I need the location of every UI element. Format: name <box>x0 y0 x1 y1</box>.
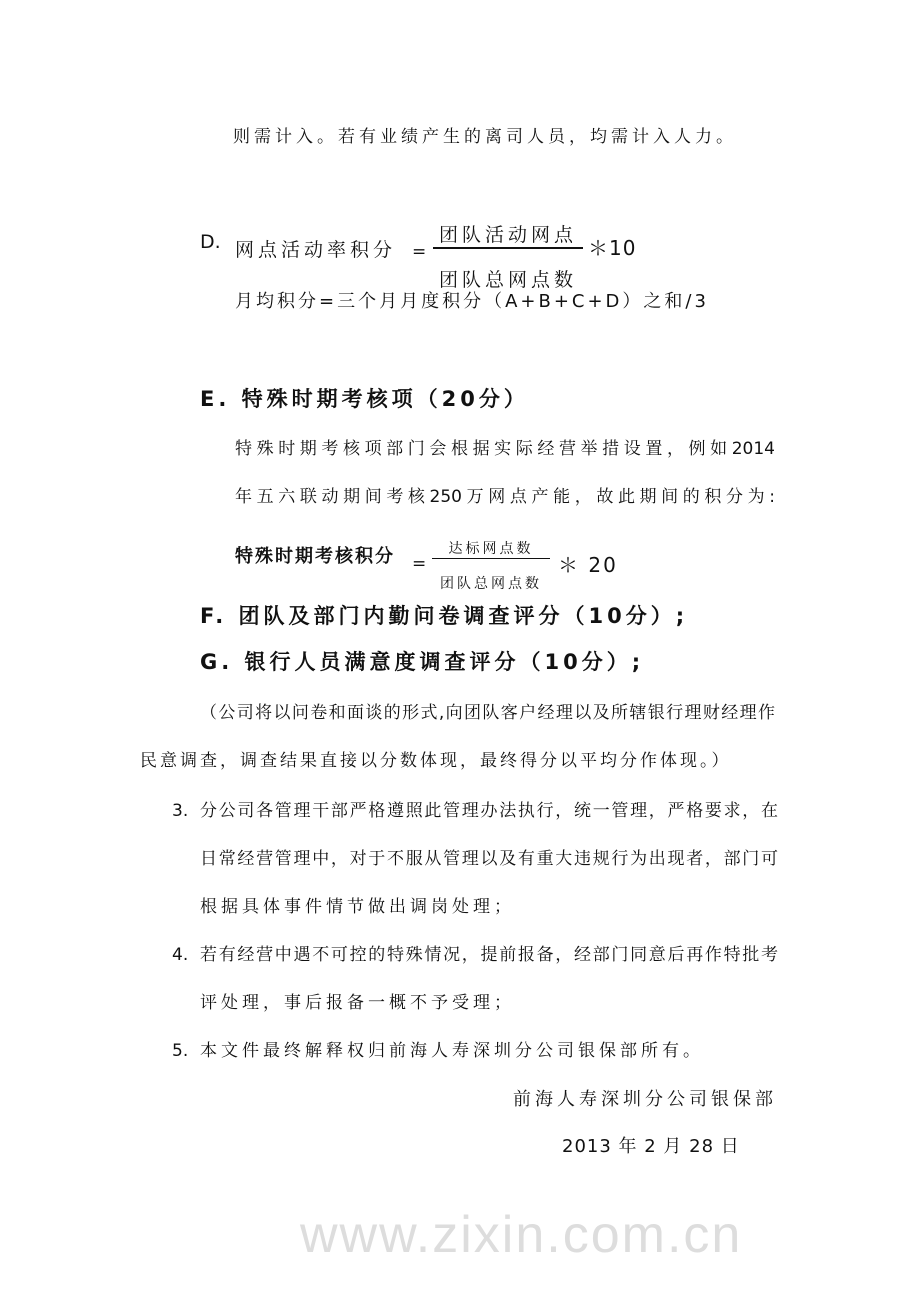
paragraph-line: 民意调查，调查结果直接以分数体现，最终得分以平均分作体现。） <box>140 751 732 771</box>
multiplier: ＊ 20 <box>558 553 618 577</box>
list-item-line: 根据具体事件情节做出调岗处理； <box>200 897 515 917</box>
multiplier: ＊10 <box>588 236 637 260</box>
list-item-line: 本文件最终解释权归前海人寿深圳分公司银保部所有。 <box>200 1041 704 1061</box>
formula-label: 特殊时期考核积分 <box>235 546 395 567</box>
paragraph-line: 特殊时期考核项部门会根据实际经营举措设置，例如2014 <box>235 439 775 459</box>
paragraph-line: 年五六联动期间考核250万网点产能，故此期间的积分为: <box>235 487 775 507</box>
numerator: 团队活动网点 <box>433 220 583 249</box>
signature: 前海人寿深圳分公司银保部 <box>513 1089 777 1110</box>
list-number: 3. <box>172 801 189 821</box>
fraction-e <box>432 538 550 593</box>
list-item-line: 若有经营中遇不可控的特殊情况，提前报备，经部门同意后再作特批考 <box>200 945 778 965</box>
item-marker-d: D. <box>200 231 221 253</box>
denominator: 团队总网点数 <box>438 269 577 291</box>
list-item-line: 评处理，事后报备一概不予受理； <box>200 993 515 1013</box>
numerator: 达标网点数 <box>432 538 550 559</box>
avg-formula: 月均积分=三个月月度积分（A+B+C+D）之和/3 <box>235 291 709 312</box>
formula-label: 网点活动率积分 <box>235 239 397 261</box>
equals-sign: = <box>412 242 431 262</box>
date: 2013 年 2 月 28 日 <box>562 1136 740 1157</box>
section-heading-g: G. 银行人员满意度调查评分（10分）; <box>200 650 645 674</box>
section-heading-f: F. 团队及部门内勤问卷调查评分（10分）; <box>200 604 689 628</box>
paragraph-line: 则需计入。若有业绩产生的离司人员，均需计入人力。 <box>233 127 737 147</box>
list-item-line: 日常经营管理中，对于不服从管理以及有重大违规行为出现者，部门可 <box>200 849 778 869</box>
list-number: 5. <box>172 1041 189 1061</box>
denominator: 团队总网点数 <box>440 576 542 592</box>
watermark: www.zixin.com.cn <box>300 1206 743 1264</box>
list-number: 4. <box>172 945 189 965</box>
paragraph-line: （公司将以问卷和面谈的形式,向团队客户经理以及所辖银行理财经理作 <box>200 703 775 723</box>
list-item-line: 分公司各管理干部严格遵照此管理办法执行，统一管理，严格要求，在 <box>200 801 778 821</box>
fraction-d <box>433 220 583 292</box>
section-heading-e: E. 特殊时期考核项（20分） <box>200 387 529 411</box>
equals-sign: = <box>412 554 431 574</box>
